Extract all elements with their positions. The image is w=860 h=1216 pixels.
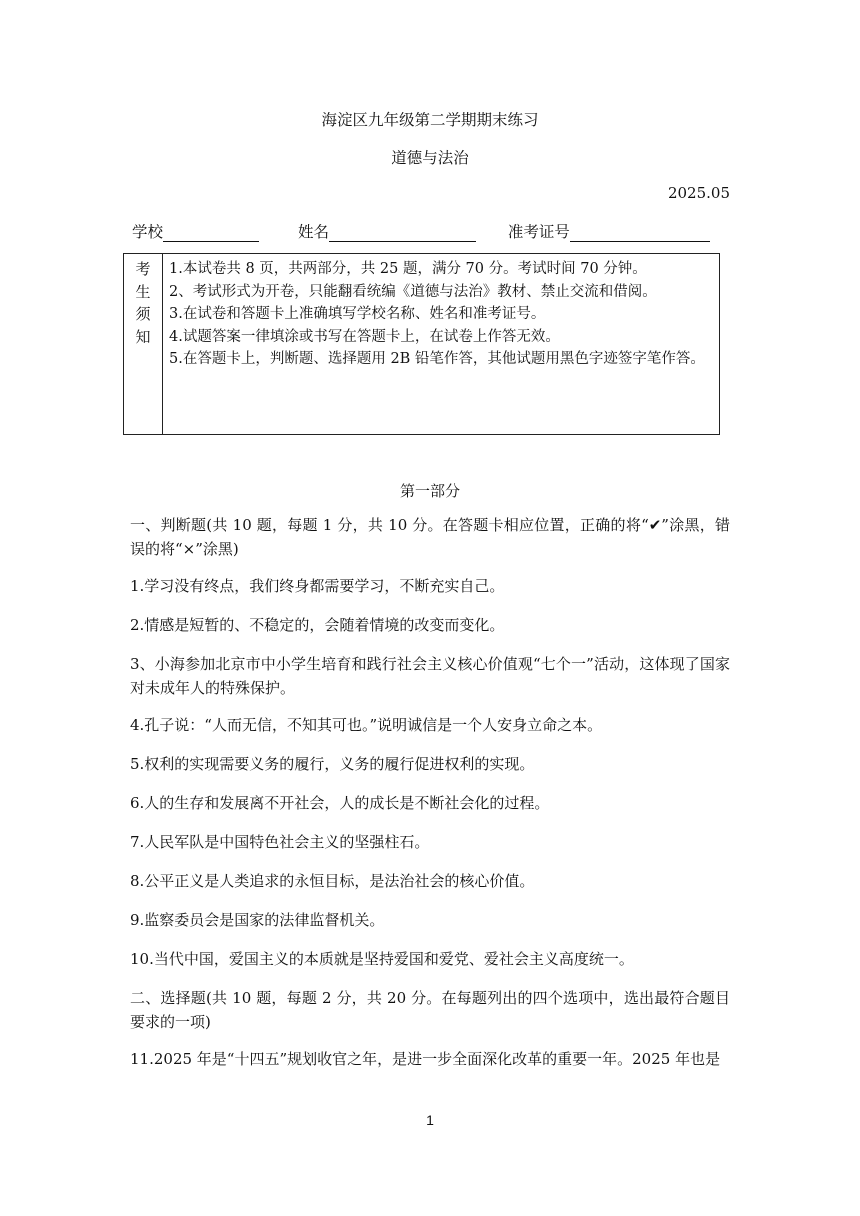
exam-id-blank (570, 223, 710, 242)
name-field (298, 220, 476, 242)
question-6: 6.人的生存和发展离不开社会，人的成长是不断社会化的过程。 (130, 794, 550, 812)
question-1: 1.学习没有终点，我们终身都需要学习，不断充实自己。 (130, 577, 505, 595)
instructions-list (163, 254, 719, 434)
question-10: 10.当代中国，爱国主义的本质就是坚持爱国和爱党、爱社会主义高度统一。 (130, 950, 634, 968)
exam-date: 2025.05 (667, 184, 730, 202)
instructions-label: 考 生 须 知 (124, 254, 163, 434)
school-field (132, 220, 259, 242)
question-9: 9.监察委员会是国家的法律监督机关。 (130, 911, 385, 929)
instruction-item: 1.本试卷共 8 页，共两部分，共 25 题，满分 70 分。考试时间 70 分钟。 (169, 261, 647, 277)
page-number: 1 (426, 1112, 434, 1128)
section2-heading: 二、选择题(共 10 题，每题 2 分，共 20 分。在每题列出的四个选项中，选出最符合题目要求的一项) (130, 989, 730, 1031)
instruction-item: 5.在答题卡上，判断题、选择题用 2B 铅笔作答，其他试题用黑色字迹签字笔作答。 (169, 351, 705, 367)
exam-id-field (508, 220, 710, 242)
name-label: 姓名 (297, 223, 329, 241)
questions-content (130, 513, 730, 1071)
question-8: 8.公平正义是人类追求的永恒目标，是法治社会的核心价值。 (130, 872, 535, 890)
school-label: 学校 (132, 223, 164, 241)
school-blank (163, 223, 259, 242)
name-blank (329, 223, 476, 242)
section1-heading: 一、判断题(共 10 题，每题 1 分，共 10 分。在答题卡相应位置，正确的将“✔”涂黑，错误的将“×”涂黑) (130, 516, 730, 558)
question-4: 4.孔子说：“人而无信，不知其可也。”说明诚信是一个人安身立命之本。 (130, 716, 603, 734)
exam-title: 海淀区九年级第二学期期末练习 (321, 111, 539, 129)
question-2: 2.情感是短暂的、不稳定的，会随着情境的改变而变化。 (130, 616, 505, 634)
question-11: 11.2025 年是“十四五”规划收官之年，是进一步全面深化改革的重要一年。2025 年也是 (130, 1050, 721, 1068)
instruction-item: 4.试题答案一律填涂或书写在答题卡上，在试卷上作答无效。 (169, 328, 560, 345)
instructions-box (123, 253, 720, 435)
student-info-row (132, 220, 710, 242)
question-3: 3、小海参加北京市中小学生培育和践行社会主义核心价值观“七个一”活动，这体现了国家对未成年人的特殊保护。 (130, 655, 730, 697)
question-7: 7.人民军队是中国特色社会主义的坚强柱石。 (130, 833, 430, 851)
instruction-item: 3.在试卷和答题卡上准确填写学校名称、姓名和准考证号。 (169, 306, 546, 322)
question-5: 5.权利的实现需要义务的履行，义务的履行促进权利的实现。 (130, 755, 535, 773)
exam-subject: 道德与法治 (391, 149, 469, 167)
exam-id-label: 准考证号 (507, 223, 570, 241)
instruction-item: 2、考试形式为开卷，只能翻看统编《道德与法治》教材、禁止交流和借阅。 (169, 283, 657, 300)
part-title: 第一部分 (399, 482, 460, 500)
